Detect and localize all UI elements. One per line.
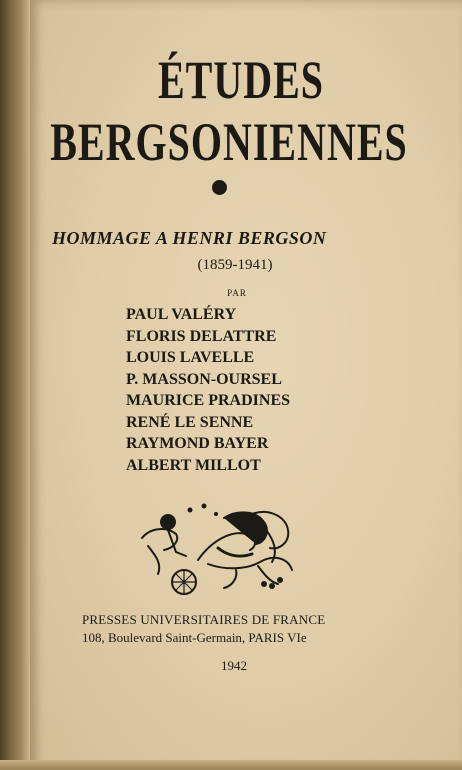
author-name: MAURICE PRADINES [126,392,291,409]
author-name: RENÉ LE SENNE [126,413,254,431]
dates: (1859-1941) [197,257,273,273]
author-name: P. MASSON-OURSEL [126,370,282,388]
publication-year: 1942 [221,658,247,673]
page-bottom-edge [0,760,462,770]
author-name: FLORIS DELATTRE [126,327,277,345]
publisher-address: 108, Boulevard Saint-Germain, PARIS VIe [82,630,307,645]
author-list [126,304,326,476]
author-name: ALBERT MILLOT [126,456,261,474]
title-line-2: BERGSONIENNES [50,111,408,173]
author-name: PAUL VALÉRY [126,306,237,323]
subtitle: HOMMAGE A HENRI BERGSON [52,228,327,248]
bullet-icon [212,180,227,195]
author-name: RAYMOND BAYER [126,435,269,452]
charioteer-vignette-icon [128,500,308,600]
title-line-1: ÉTUDES [157,49,325,111]
publisher-name: PRESSES UNIVERSITAIRES DE FRANCE [82,612,326,627]
author-name: LOUIS LAVELLE [126,349,255,366]
by-label: PAR [227,288,247,298]
